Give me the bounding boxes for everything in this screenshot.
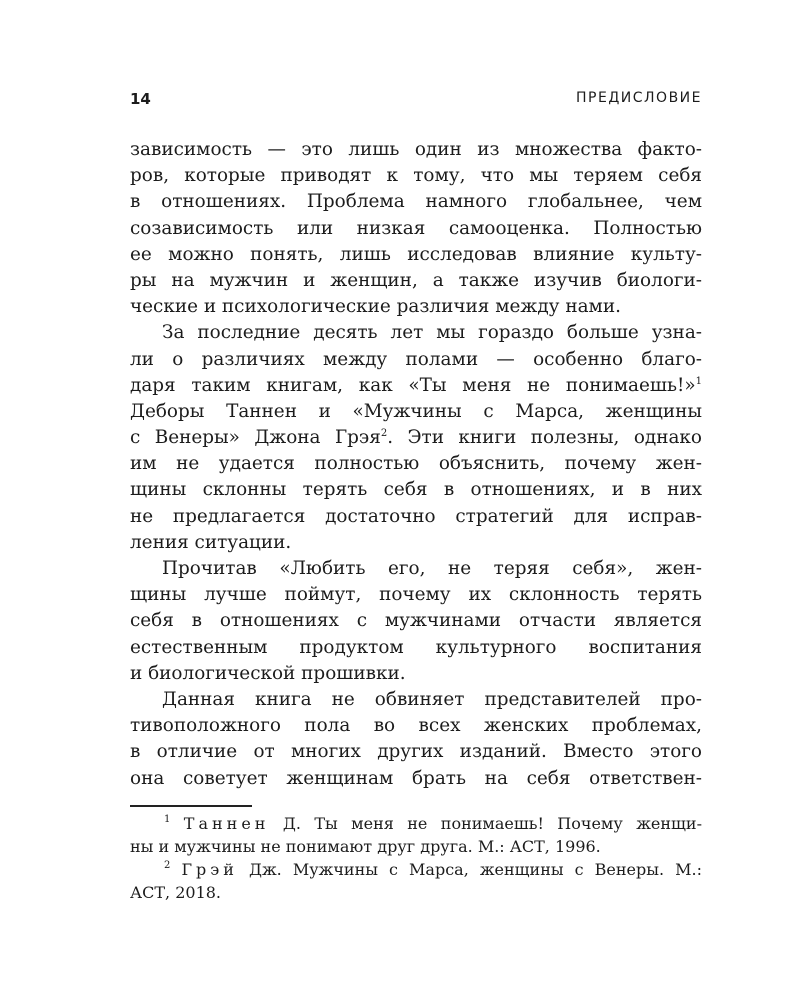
text-line: ров, которые приводят к тому, что мы теряем себя xyxy=(130,165,702,187)
text-line: ческие и психологические различия между нами. xyxy=(130,296,621,318)
footnote-line xyxy=(130,812,702,835)
text-line: ры на мужчин и женщин, а также изучив биологи- xyxy=(130,269,702,291)
footnote-number: 2 xyxy=(164,860,171,871)
footnote-line: ны и мужчины не понимают друг друга. М.: АСТ, 1996. xyxy=(130,837,601,856)
body-text xyxy=(130,137,702,792)
footnote-author: Грэй xyxy=(181,860,238,879)
text-line xyxy=(130,425,702,451)
text-line: ления ситуации. xyxy=(130,531,292,553)
footnote-line: АСТ, 2018. xyxy=(130,883,222,902)
text-line: она советует женщинам брать на себя ответствен- xyxy=(130,767,702,789)
text-line: ли о различиях между полами — особенно благо- xyxy=(130,348,702,370)
text-line: зависимость — это лишь один из множества факто- xyxy=(130,139,702,160)
footnote-ref-2[interactable]: 2 xyxy=(380,428,388,440)
page-number: 14 xyxy=(130,90,151,108)
text-line: не предлагается достаточно стратегий для исправ- xyxy=(130,505,702,527)
text-line: Данная книга не обвиняет представителей про- xyxy=(162,688,702,710)
footnote-line xyxy=(130,858,702,881)
text-segment: даря таким книгам, как «Ты меня не понимаешь!» xyxy=(130,374,696,396)
footnote-author: Таннен xyxy=(183,814,270,833)
text-line: себя в отношениях с мужчинами отчасти является xyxy=(130,610,702,632)
footnote-text: Дж. Мужчины с Марса, женщины с Венеры. М.: xyxy=(237,860,702,879)
text-line: щины лучше поймут, почему их склонность терять xyxy=(130,584,702,606)
text-line: ее можно понять, лишь исследовав влияние культу- xyxy=(130,243,702,265)
text-line xyxy=(130,373,702,399)
footnotes xyxy=(130,812,702,904)
footnote-divider xyxy=(130,805,252,807)
text-segment: с Венеры» Джона Грэя xyxy=(130,427,381,449)
running-head xyxy=(130,90,702,114)
text-line: естественным продуктом культурного воспитания xyxy=(130,636,702,658)
text-line: созависимость или низкая самооценка. Полностью xyxy=(130,217,702,239)
text-line: им не удается полностью объяснить, почему жен- xyxy=(130,453,702,475)
footnote-number: 1 xyxy=(164,814,171,825)
text-line: щины склонны терять себя в отношениях, и в них xyxy=(130,479,702,501)
paragraph-1 xyxy=(130,137,702,320)
paragraph-2 xyxy=(130,320,702,556)
footnote-ref-1[interactable]: 1 xyxy=(695,375,702,387)
paragraph-4 xyxy=(130,687,702,792)
text-line: тивоположного пола во всех женских проблемах, xyxy=(130,715,702,737)
text-line: Деборы Таннен и «Мужчины с Марса, женщины xyxy=(130,400,702,422)
text-line: Прочитав «Любить его, не теряя себя», жен- xyxy=(162,558,702,579)
section-title: ПРЕДИСЛОВИЕ xyxy=(576,90,702,106)
footnote-text: Д. Ты меня не понимаешь! Почему женщи- xyxy=(269,814,702,833)
text-segment: . Эти книги полезны, однако xyxy=(387,427,703,449)
text-line: и биологической прошивки. xyxy=(130,662,406,684)
text-line: в отличие от многих других изданий. Вместо этого xyxy=(130,741,702,763)
text-line: За последние десять лет мы гораздо больше узна- xyxy=(162,322,702,344)
paragraph-3 xyxy=(130,556,702,687)
footnote-1 xyxy=(130,812,702,858)
text-line: в отношениях. Проблема намного глобальнее, чем xyxy=(130,191,702,213)
footnote-2 xyxy=(130,858,702,904)
